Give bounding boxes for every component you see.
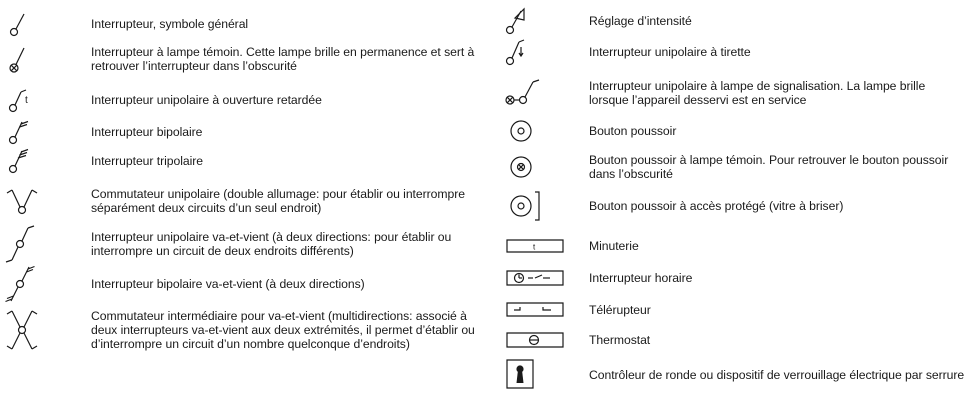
- item-description: Contrôleur de ronde ou dispositif de verrouillage électrique par serrure: [589, 368, 965, 382]
- list-item: [495, 118, 965, 144]
- list-item: [0, 10, 479, 38]
- timer-icon: [495, 236, 589, 256]
- dimmer-icon: [495, 6, 589, 36]
- list-item: [495, 236, 965, 256]
- list-item: [0, 147, 479, 175]
- list-item: [495, 6, 965, 36]
- remote-switch-icon: [495, 300, 589, 320]
- changeover-switch-icon: [0, 184, 91, 218]
- item-description: Interrupteur horaire: [589, 271, 693, 285]
- list-item: [495, 358, 965, 392]
- item-description: Interrupteur bipolaire: [91, 125, 203, 139]
- list-item: [495, 76, 965, 110]
- list-item: [495, 268, 965, 288]
- two-way-bipolar-switch-icon: [0, 262, 91, 306]
- item-description: Commutateur unipolaire (double allumage: pour établir ou interrompre séparément deux circuits d’un seul endroit): [91, 187, 465, 215]
- item-description: Réglage d’intensité: [589, 14, 692, 28]
- list-item: [495, 330, 965, 350]
- item-description: Interrupteur unipolaire à lampe de signalisation. La lampe brille lorsque l’appareil desservi est en service: [589, 79, 926, 107]
- pull-cord-switch-icon: [495, 37, 589, 67]
- item-description: Interrupteur unipolaire va-et-vient (à deux directions: pour établir ou interrompre un circuit de deux endroits différents): [91, 230, 452, 258]
- list-item: [495, 190, 965, 222]
- list-item: [0, 262, 479, 306]
- item-description: Minuterie: [589, 239, 639, 253]
- list-item: [0, 184, 479, 218]
- time-mark: t: [25, 95, 28, 106]
- switch-pilot-lamp-icon: [0, 44, 91, 74]
- list-item: [0, 86, 479, 114]
- list-item: [0, 118, 479, 146]
- list-item: [0, 223, 479, 265]
- signal-lamp-switch-icon: [495, 76, 589, 110]
- item-description: Bouton poussoir à lampe témoin. Pour retrouver le bouton poussoir dans l’obscurité: [589, 153, 949, 181]
- item-description: Interrupteur bipolaire va-et-vient (à deux directions): [91, 277, 365, 291]
- list-item: [0, 44, 479, 74]
- item-description: Bouton poussoir: [589, 124, 677, 138]
- push-button-icon: [495, 118, 589, 144]
- item-description: Thermostat: [589, 333, 651, 347]
- switch-three-pole-icon: [0, 147, 91, 175]
- list-item: [495, 300, 965, 320]
- list-item: [495, 37, 965, 67]
- push-button-lamp-icon: [495, 153, 589, 181]
- protected-push-button-icon: [495, 190, 589, 222]
- item-description: Interrupteur unipolaire à ouverture retardée: [91, 93, 322, 107]
- intermediate-switch-icon: [0, 306, 91, 354]
- two-way-switch-icon: [0, 223, 91, 265]
- switch-general-icon: [0, 10, 91, 38]
- list-item: [0, 306, 479, 354]
- item-description: Interrupteur tripolaire: [91, 154, 203, 168]
- time-switch-icon: [495, 268, 589, 288]
- keyhole-lock-icon: [495, 358, 589, 392]
- list-item: [495, 153, 965, 181]
- item-description: Télérupteur: [589, 303, 651, 317]
- item-description: Bouton poussoir à accès protégé (vitre à briser): [589, 199, 844, 213]
- thermostat-icon: [495, 330, 589, 350]
- item-description: Interrupteur à lampe témoin. Cette lampe brille en permanence et sert à retrouver l’interrupteur dans l’obscurité: [91, 45, 475, 73]
- switch-delayed-icon: [0, 86, 91, 114]
- switch-two-pole-icon: [0, 118, 91, 146]
- time-mark: t: [533, 242, 536, 252]
- item-description: Interrupteur unipolaire à tirette: [589, 45, 751, 59]
- item-description: Interrupteur, symbole général: [91, 17, 249, 31]
- item-description: Commutateur intermédiaire pour va-et-vient (multidirections: associé à deux interrupteurs va-et-vient aux deux extrémités, il permet d’établir ou d’interrompre un circuit d’un nombre quelconque d’endroits): [91, 309, 475, 351]
